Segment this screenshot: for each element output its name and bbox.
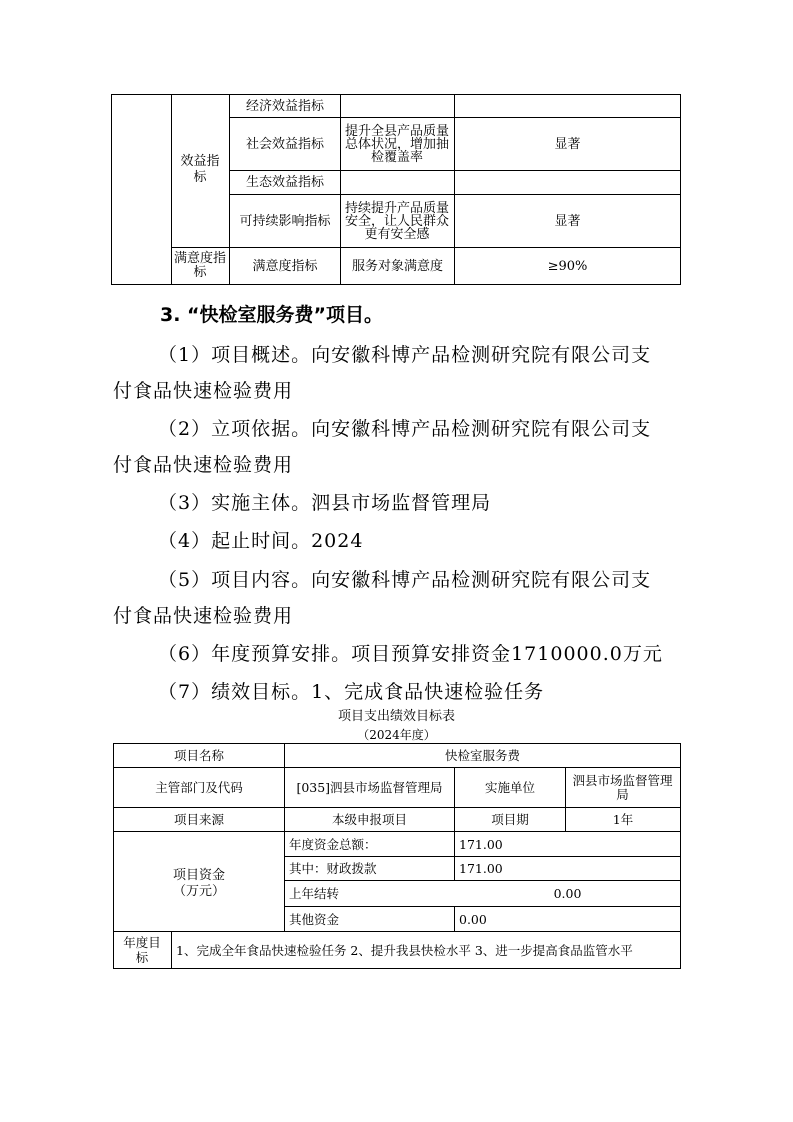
paragraph-implementer: （3）实施主体。泗县市场监督管理局 [158, 492, 492, 514]
project-source-value: 本级申报项目 [331, 812, 407, 827]
total-funds-value: 171.00 [459, 836, 503, 852]
carryover-label: 上年结转 [289, 886, 340, 901]
department-label: 主管部门及代码 [155, 780, 243, 795]
project-name-label: 项目名称 [173, 748, 224, 763]
project-funds-unit: （万元） [172, 884, 225, 899]
satisfaction-group-label: 满意度指标 [174, 251, 227, 280]
benefit-group-label: 效益指标 [180, 154, 220, 185]
indicator-social-value: 显著 [554, 136, 581, 152]
indicator-ecological: 生态效益指标 [245, 175, 324, 190]
indicator-satisfaction-value: ≥90% [547, 258, 588, 274]
indicator-sustainable-value: 显著 [554, 213, 581, 229]
table-subtitle: （2024年度） [357, 728, 436, 742]
implementing-unit-label: 实施单位 [484, 780, 535, 795]
implementing-unit-value: 泗县市场监督管理局 [572, 772, 673, 802]
annual-goal-label: 年度目标 [123, 935, 161, 965]
paragraph-basis-line1: （2）立项依据。向安徽科博产品检测研究院有限公司支 [158, 418, 652, 440]
paragraph-content-line1: （5）项目内容。向安徽科博产品检测研究院有限公司支 [158, 569, 652, 591]
paragraph-overview-line2: 付食品快速检验费用 [113, 380, 294, 402]
project-name-value: 快检室服务费 [444, 748, 520, 763]
indicator-social-content: 提升全县产品质量总体状况，增加抽检覆盖率 [344, 123, 449, 165]
paragraph-goal: （7）绩效目标。1、完成食品快速检验任务 [158, 681, 545, 703]
indicator-sustainable-content: 持续提升产品质量安全，让人民群众更有安全感 [344, 200, 449, 242]
fiscal-funds-label: 其中：财政拨款 [289, 861, 377, 876]
paragraph-basis-line2: 付食品快速检验费用 [113, 454, 294, 476]
indicator-economic: 经济效益指标 [245, 98, 324, 114]
project-period-label: 项目期 [491, 812, 529, 827]
carryover-value: 0.00 [553, 886, 582, 901]
department-value: [035]泗县市场监督管理局 [296, 780, 443, 795]
indicator-satisfaction: 满意度指标 [252, 258, 318, 274]
project-funds-title: 项目资金 [172, 868, 225, 883]
project-source-label: 项目来源 [173, 812, 224, 827]
paragraph-period: （4）起止时间。2024 [158, 530, 364, 552]
indicator-satisfaction-content: 服务对象满意度 [351, 258, 443, 274]
total-funds-label: 年度资金总额： [289, 836, 377, 852]
section-heading: 3. “快检室服务费”项目。 [160, 304, 384, 326]
table-title: 项目支出绩效目标表 [337, 709, 455, 724]
fiscal-funds-value: 171.00 [459, 861, 503, 876]
other-funds-label: 其他资金 [289, 911, 340, 927]
paragraph-content-line2: 付食品快速检验费用 [113, 605, 294, 627]
indicator-sustainable: 可持续影响指标 [239, 213, 331, 229]
indicator-social: 社会效益指标 [245, 136, 324, 152]
other-funds-value: 0.00 [459, 911, 487, 927]
project-funds-label [114, 868, 284, 900]
project-period-value: 1年 [612, 812, 634, 827]
annual-goal-value: 1、完成全年食品快速检验任务 2、提升我县快检水平 3、进一步提高食品监管水平 [176, 942, 633, 958]
paragraph-overview-line1: （1）项目概述。向安徽科博产品检测研究院有限公司支 [158, 344, 652, 366]
paragraph-budget: （6）年度预算安排。项目预算安排资金1710000.0万元 [158, 643, 663, 665]
